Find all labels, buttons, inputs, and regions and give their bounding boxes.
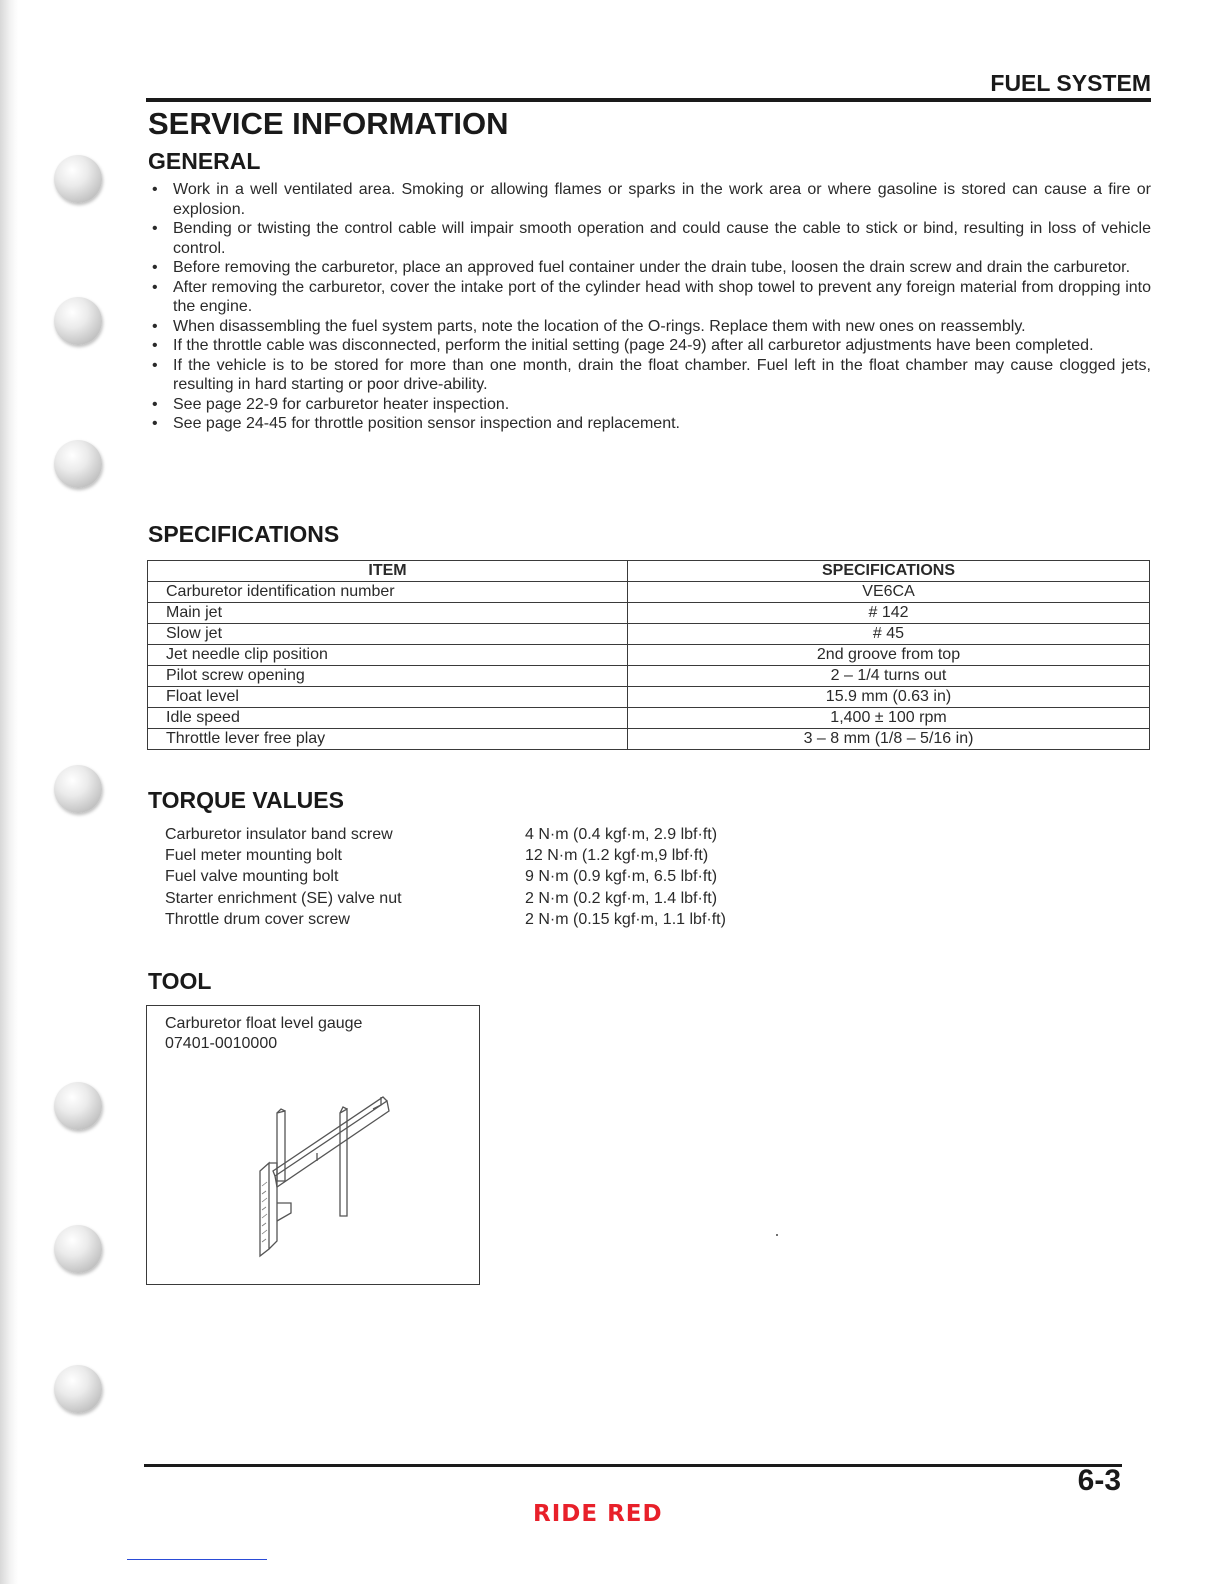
- spec-value: # 142: [628, 603, 1150, 624]
- tool-box: [146, 1005, 480, 1285]
- bullet-item: • See page 24-45 for throttle position sensor inspection and replacement.: [150, 414, 1151, 434]
- spec-item: Main jet: [148, 603, 628, 624]
- brand-logo: RIDE RED: [533, 1501, 663, 1527]
- punch-hole: [54, 1365, 102, 1413]
- specifications-heading: SPECIFICATIONS: [148, 521, 340, 547]
- bullet-item: • After removing the carburetor, cover the intake port of the cylinder head with shop towel to prevent any foreign material from dropping into the engine.: [150, 278, 1151, 317]
- torque-item: Starter enrichment (SE) valve nut: [165, 889, 402, 907]
- footer-rule: [144, 1464, 1122, 1467]
- spec-value: 1,400 ± 100 rpm: [628, 708, 1150, 729]
- spec-item: Pilot screw opening: [148, 666, 628, 687]
- section-header: FUEL SYSTEM: [990, 70, 1151, 96]
- torque-heading: TORQUE VALUES: [148, 787, 344, 813]
- spec-item: Jet needle clip position: [148, 645, 628, 666]
- torque-value: 2 N·m (0.2 kgf·m, 1.4 lbf·ft): [525, 889, 718, 907]
- torque-item: Fuel meter mounting bolt: [165, 847, 342, 865]
- tool-name: Carburetor float level gauge: [165, 1015, 363, 1032]
- torque-item: Throttle drum cover screw: [165, 910, 350, 928]
- table-row: [148, 603, 1150, 624]
- spec-item: Carburetor identification number: [148, 582, 628, 603]
- torque-values-list: [165, 824, 726, 930]
- bullet-item: • Work in a well ventilated area. Smoking or allowing flames or sparks in the work area or where gasoline is stored can cause a fire or explosion.: [150, 180, 1151, 219]
- spec-value: VE6CA: [628, 582, 1150, 603]
- torque-row: [165, 888, 718, 909]
- punch-hole: [54, 297, 102, 345]
- table-row: [148, 687, 1150, 708]
- general-heading: GENERAL: [148, 148, 261, 174]
- spec-item: Float level: [148, 687, 628, 708]
- spec-item: Slow jet: [148, 624, 628, 645]
- table-header-row: [148, 561, 1150, 582]
- link-underline: [127, 1559, 267, 1560]
- column-header-item: ITEM: [148, 561, 628, 582]
- table-row: [148, 729, 1150, 750]
- scan-speck: [776, 1234, 778, 1236]
- spec-value: 15.9 mm (0.63 in): [628, 687, 1150, 708]
- page-number: 6-3: [1077, 1464, 1121, 1497]
- bullet-item: • Before removing the carburetor, place an approved fuel container under the drain tube, loosen the drain screw and drain the carburetor.: [150, 258, 1151, 278]
- spec-item: Throttle lever free play: [148, 729, 628, 750]
- spec-value: 2nd groove from top: [628, 645, 1150, 666]
- torque-value: 12 N·m (1.2 kgf·m,9 lbf·ft): [525, 847, 709, 865]
- table-row: [148, 624, 1150, 645]
- table-row: [148, 708, 1150, 729]
- torque-row: [165, 909, 726, 930]
- header-rule: [146, 98, 1151, 102]
- float-level-gauge-illustration: [255, 1091, 395, 1261]
- bullet-item: • See page 22-9 for carburetor heater inspection.: [150, 395, 1151, 415]
- tool-part-number: 07401-0010000: [165, 1035, 278, 1052]
- bullet-item: • If the vehicle is to be stored for more than one month, drain the float chamber. Fuel left in the float chamber may cause clogged jets, resulting in hard starting or poor drive-ability.: [150, 356, 1151, 395]
- table-row: [148, 582, 1150, 603]
- punch-hole: [54, 765, 102, 813]
- bullet-item: • Bending or twisting the control cable will impair smooth operation and could cause the cable to stick or bind, resulting in loss of vehicle control.: [150, 219, 1151, 258]
- punch-hole: [54, 1225, 102, 1273]
- binder-edge: [0, 0, 18, 1584]
- spec-value: # 45: [628, 624, 1150, 645]
- tool-heading: TOOL: [148, 968, 212, 994]
- specifications-table: [147, 560, 1150, 750]
- torque-value: 9 N·m (0.9 kgf·m, 6.5 lbf·ft): [525, 868, 718, 886]
- bullet-item: • When disassembling the fuel system parts, note the location of the O-rings. Replace them with new ones on reassembly.: [150, 317, 1151, 337]
- spec-value: 2 – 1/4 turns out: [628, 666, 1150, 687]
- torque-row: [165, 866, 718, 887]
- general-bullet-list: [150, 180, 1151, 434]
- column-header-specifications: SPECIFICATIONS: [628, 561, 1150, 582]
- punch-hole: [54, 1082, 102, 1130]
- spec-item: Idle speed: [148, 708, 628, 729]
- punch-hole: [54, 440, 102, 488]
- torque-value: 4 N·m (0.4 kgf·m, 2.9 lbf·ft): [525, 826, 718, 843]
- spec-value: 3 – 8 mm (1/8 – 5/16 in): [628, 729, 1150, 750]
- torque-item: Fuel valve mounting bolt: [165, 868, 339, 886]
- torque-row: [165, 845, 709, 866]
- table-row: [148, 645, 1150, 666]
- bullet-item: • If the throttle cable was disconnected, perform the initial setting (page 24-9) after all carburetor adjustments have been completed.: [150, 336, 1151, 356]
- punch-hole: [54, 155, 102, 203]
- table-row: [148, 666, 1150, 687]
- torque-row: [165, 824, 718, 845]
- page-title: SERVICE INFORMATION: [148, 106, 509, 141]
- torque-item: Carburetor insulator band screw: [165, 826, 393, 843]
- tool-description: [165, 1014, 362, 1054]
- torque-value: 2 N·m (0.15 kgf·m, 1.1 lbf·ft): [525, 910, 726, 928]
